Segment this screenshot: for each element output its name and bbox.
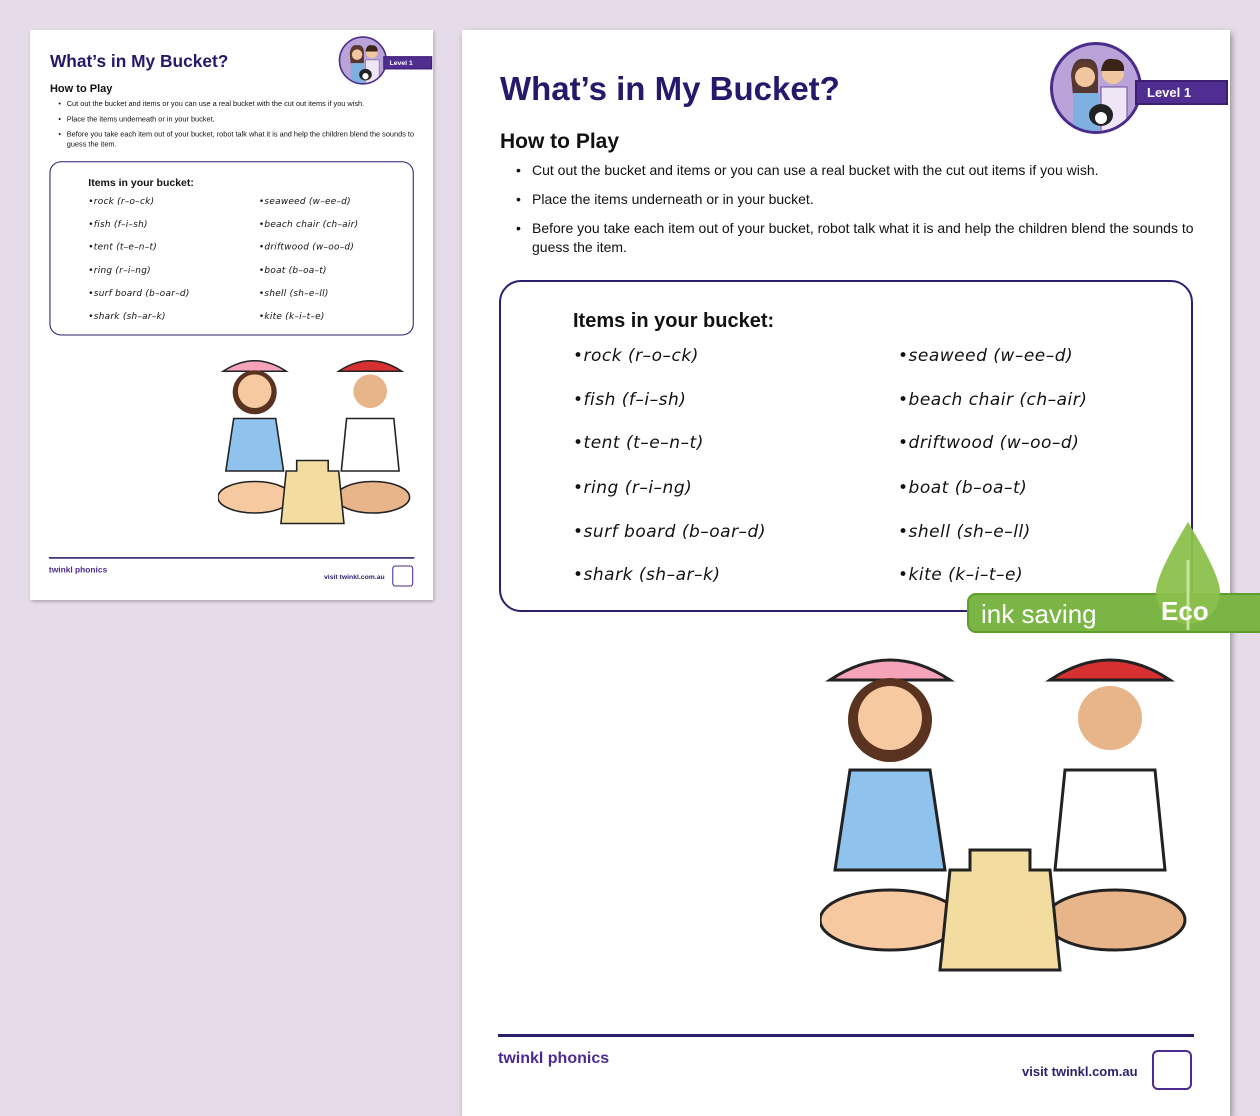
bucket-item: •surf board (b–oar–d) — [88, 288, 190, 299]
bucket-item: •beach chair (ch–air) — [258, 218, 359, 230]
how-to-play-heading: How to Play — [500, 130, 620, 153]
bucket-item: •fish (f–i–sh) — [88, 218, 148, 230]
twinkl-phonics-logo: twinkl phonics — [498, 1050, 610, 1067]
preview-page-thumbnail[interactable] — [30, 30, 433, 600]
bucket-items-box — [499, 280, 1193, 612]
instruction-step: • Cut out the bucket and items or you can use a real bucket with the cut out items if you wish. — [67, 99, 419, 109]
bucket-heading: Items in your bucket: — [88, 177, 194, 189]
children-illustration-icon — [340, 38, 387, 85]
children-sandcastle-illustration — [820, 640, 1190, 985]
instruction-step: • Place the items underneath or in your bucket. — [67, 114, 419, 124]
bucket-item: •driftwood (w–oo–d) — [258, 241, 355, 253]
page-title: What’s in My Bucket? — [500, 70, 840, 107]
bucket-item: •fish (f–i–sh) — [573, 390, 687, 410]
bucket-item: •boat (b–oa–t) — [898, 478, 1028, 498]
bucket-item: •ring (r–i–ng) — [573, 478, 693, 498]
bucket-item: •kite (k–i–t–e) — [258, 310, 325, 322]
eco-badge-label: Eco — [1161, 596, 1209, 626]
characters-badge — [1050, 42, 1142, 134]
footer-divider — [498, 1034, 1194, 1037]
preview-page-zoomed — [462, 30, 1230, 1116]
bucket-item: •rock (r–o–ck) — [88, 195, 155, 207]
bucket-item: •tent (t–e–n–t) — [573, 433, 704, 453]
twinkl-badge-icon — [392, 566, 413, 587]
bucket-item: •ring (r–i–ng) — [88, 265, 151, 276]
bucket-item: •seaweed (w–ee–d) — [898, 346, 1074, 366]
footer-divider — [49, 557, 414, 559]
page-title: What’s in My Bucket? — [49, 51, 229, 71]
bucket-item: •rock (r–o–ck) — [573, 346, 699, 366]
children-sandcastle-illustration — [218, 350, 412, 531]
bucket-item: •tent (t–e–n–t) — [88, 241, 157, 253]
bucket-item: •surf board (b–oar–d) — [573, 522, 766, 542]
instruction-step: • Cut out the bucket and items or you can use a real bucket with the cut out items if you wish. — [532, 161, 1202, 180]
footer-url[interactable]: visit twinkl.com.au — [324, 572, 385, 581]
level-label: Level 1 — [383, 56, 432, 69]
how-to-play-heading: How to Play — [49, 82, 113, 95]
ink-saving-label: ink saving — [981, 599, 1097, 629]
bucket-item: •boat (b–oa–t) — [258, 265, 327, 276]
footer-url[interactable]: visit twinkl.com.au — [1022, 1064, 1138, 1079]
instruction-step: • Place the items underneath or in your bucket. — [532, 190, 1202, 209]
level-label: Level 1 — [1135, 80, 1228, 105]
bucket-item: •shell (sh–e–ll) — [898, 522, 1031, 542]
bucket-item: •shell (sh–e–ll) — [258, 288, 329, 299]
twinkl-phonics-logo: twinkl phonics — [48, 565, 108, 575]
bucket-item: •kite (k–i–t–e) — [898, 565, 1024, 585]
bucket-item: •shark (sh–ar–k) — [573, 565, 721, 585]
twinkl-badge-icon — [1152, 1050, 1192, 1090]
children-illustration-icon — [1053, 45, 1142, 134]
bucket-item: •shark (sh–ar–k) — [88, 310, 166, 322]
bucket-item: •beach chair (ch–air) — [898, 390, 1088, 410]
characters-badge — [339, 36, 387, 84]
bucket-item: •driftwood (w–oo–d) — [898, 433, 1080, 453]
bucket-heading: Items in your bucket: — [573, 310, 775, 332]
instruction-step: • Before you take each item out of your bucket, robot talk what it is and help the children blend the sounds to guess the item. — [67, 129, 419, 149]
instruction-step: • Before you take each item out of your bucket, robot talk what it is and help the children blend the sounds to guess the item. — [532, 219, 1202, 257]
bucket-items-box — [49, 161, 413, 335]
bucket-item: •seaweed (w–ee–d) — [258, 195, 351, 207]
